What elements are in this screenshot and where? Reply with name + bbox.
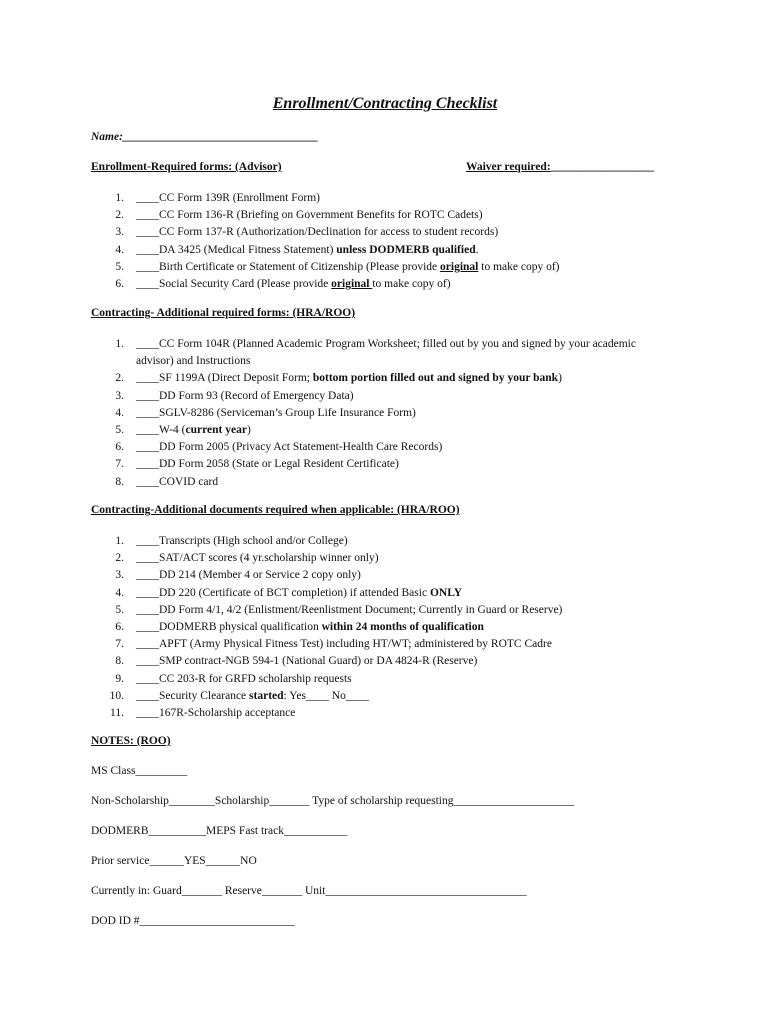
item-text-pre: ____W-4 ( (136, 424, 186, 437)
dodmerb-field: DODMERB__________MEPS Fast track___________ (91, 825, 348, 837)
checklist-item (91, 405, 651, 422)
item-number: 7. (115, 458, 124, 471)
item-text-bold: ONLY (429, 586, 463, 599)
checklist-item (91, 224, 651, 241)
dod-id-field: DOD ID #___________________________ (91, 915, 295, 927)
checklist-item (91, 190, 651, 207)
checklist-item (91, 439, 651, 456)
checklist-item (91, 585, 651, 602)
checklist-item (91, 533, 651, 550)
item-text-post: ) (558, 372, 562, 385)
checklist-item (91, 550, 651, 567)
item-text-bold: unless DODMERB qualified (336, 243, 476, 256)
item-text-boldu: original (440, 260, 479, 273)
item-text-pre: ____167R-Scholarship acceptance (136, 707, 296, 720)
item-text-pre: ____CC Form 136-R (Briefing on Government Benefits for ROTC Cadets) (136, 209, 483, 222)
item-text-bold: current year (185, 424, 247, 437)
item-text-bold: bottom portion filled out and signed by your bank (312, 372, 559, 385)
item-number: 1. (115, 338, 124, 350)
applicable-documents-list (91, 533, 651, 722)
item-text-pre: ____Security Clearance (136, 689, 250, 702)
checklist-item (91, 276, 651, 293)
name-field: Name:__________________________________ (91, 131, 319, 143)
item-number: 4. (115, 406, 124, 419)
item-text-pre: ____CC Form 139R (Enrollment Form) (136, 192, 320, 204)
item-text-post: ) (246, 424, 251, 437)
checklist-item (91, 207, 651, 224)
item-text-pre: ____DD Form 2058 (State or Legal Resident Certificate) (136, 458, 399, 471)
item-text-pre: ____DD Form 93 (Record of Emergency Data) (136, 389, 354, 402)
waiver-required-field (466, 161, 654, 173)
item-text-post: to make copy of) (372, 278, 451, 291)
item-number: 1. (115, 535, 124, 547)
item-number: 4. (115, 243, 124, 256)
item-number: 5. (115, 603, 124, 616)
item-text-pre: ____APFT (Army Physical Fitness Test) including HT/WT; administered by ROTC Cadre (136, 638, 552, 651)
checklist-item (91, 653, 651, 670)
checklist-item (91, 388, 651, 405)
item-text-post: : Yes____ No____ (283, 689, 369, 702)
section-applicable-heading: Contracting-Additional documents required when applicable: (HRA/ROO) (91, 504, 460, 516)
waiver-blank: __________________ (550, 161, 655, 173)
checklist-item (91, 474, 651, 491)
item-number: 8. (115, 655, 124, 668)
checklist-item (91, 619, 651, 636)
item-number: 4. (115, 586, 124, 599)
prior-service-field: Prior service______YES______NO (91, 855, 257, 867)
checklist-item (91, 370, 651, 387)
waiver-label: Waiver required: (466, 161, 551, 173)
item-number: 9. (115, 672, 124, 685)
item-number: 1. (115, 192, 124, 204)
checklist-item (91, 636, 651, 653)
checklist-item (91, 259, 651, 276)
item-number: 3. (115, 226, 124, 239)
section-contracting-heading: Contracting- Additional required forms: (HRA/ROO) (91, 307, 356, 319)
scholarship-field: Non-Scholarship________Scholarship_______ Type of scholarship requesting_____________________ (91, 795, 575, 807)
checklist-item (91, 602, 651, 619)
item-text-post: to make copy of) (478, 260, 560, 273)
item-number: 6. (115, 621, 124, 634)
item-number: 7. (115, 638, 124, 651)
item-text-pre: ____Transcripts (High school and/or College) (136, 535, 348, 547)
contracting-forms-list (91, 336, 651, 491)
item-text-pre: ____DODMERB physical qualification (136, 621, 322, 634)
document-title: Enrollment/Contracting Checklist (272, 95, 498, 112)
item-number: 8. (115, 475, 124, 488)
checklist-item (91, 422, 651, 439)
checklist-item (91, 242, 651, 259)
checklist-item (91, 705, 651, 722)
item-text-pre: ____DD 220 (Certificate of BCT completion) if attended Basic (136, 586, 430, 599)
checklist-item (91, 336, 651, 370)
item-text-pre: ____DD Form 2005 (Privacy Act Statement-Health Care Records) (136, 441, 443, 454)
item-number: 2. (115, 372, 124, 385)
notes-heading: NOTES: (ROO) (91, 735, 171, 747)
checklist-item (91, 567, 651, 584)
item-text-pre: ____COVID card (136, 475, 219, 488)
item-text-pre: ____SAT/ACT scores (4 yr.scholarship winner only) (136, 552, 379, 565)
item-number: 6. (115, 278, 124, 291)
item-text-post: . (475, 243, 479, 256)
item-number: 3. (115, 389, 124, 402)
currently-in-field: Currently in: Guard_______ Reserve_______ Unit___________________________________ (91, 885, 527, 897)
item-text-pre: ____Birth Certificate or Statement of Citizenship (Please provide (136, 260, 441, 273)
item-text-pre: ____CC 203-R for GRFD scholarship requests (136, 672, 352, 685)
item-number: 5. (115, 260, 124, 273)
item-text-pre: ____SMP contract-NGB 594-1 (National Guard) or DA 4824-R (Reserve) (136, 655, 478, 668)
checklist-item (91, 688, 651, 705)
ms-class-field: MS Class_________ (91, 765, 188, 777)
item-number: 6. (115, 441, 124, 454)
item-number: 11. (110, 707, 124, 720)
item-text-bold: started (249, 689, 284, 702)
item-number: 2. (115, 209, 124, 222)
item-number: 3. (115, 569, 124, 582)
item-text-bold: within 24 months of qualification (321, 621, 484, 634)
section-enrollment-heading: Enrollment-Required forms: (Advisor) (91, 161, 282, 173)
item-text-pre: ____DD Form 4/1, 4/2 (Enlistment/Reenlistment Document; Currently in Guard or Reserve) (136, 603, 563, 616)
item-text-pre: ____CC Form 137-R (Authorization/Declination for access to student records) (136, 226, 499, 239)
item-text-pre: ____Social Security Card (Please provide (136, 278, 332, 291)
checklist-item (91, 456, 651, 473)
item-number: 5. (115, 424, 124, 437)
item-number: 2. (115, 552, 124, 565)
checklist-item (91, 671, 651, 688)
item-text-pre: ____SF 1199A (Direct Deposit Form; (136, 372, 313, 385)
item-text-pre: ____SGLV-8286 (Serviceman’s Group Life Insurance Form) (136, 406, 416, 419)
item-text-pre: ____DD 214 (Member 4 or Service 2 copy only) (136, 569, 361, 582)
enrollment-forms-list (91, 190, 651, 293)
item-text-pre: ____DA 3425 (Medical Fitness Statement) (136, 243, 337, 256)
item-text-pre: ____CC Form 104R (Planned Academic Program Worksheet; filled out by you and signed by your academic advisor) and Instructions (136, 338, 636, 368)
item-number: 10. (109, 689, 124, 702)
item-text-boldu: original (331, 278, 373, 291)
